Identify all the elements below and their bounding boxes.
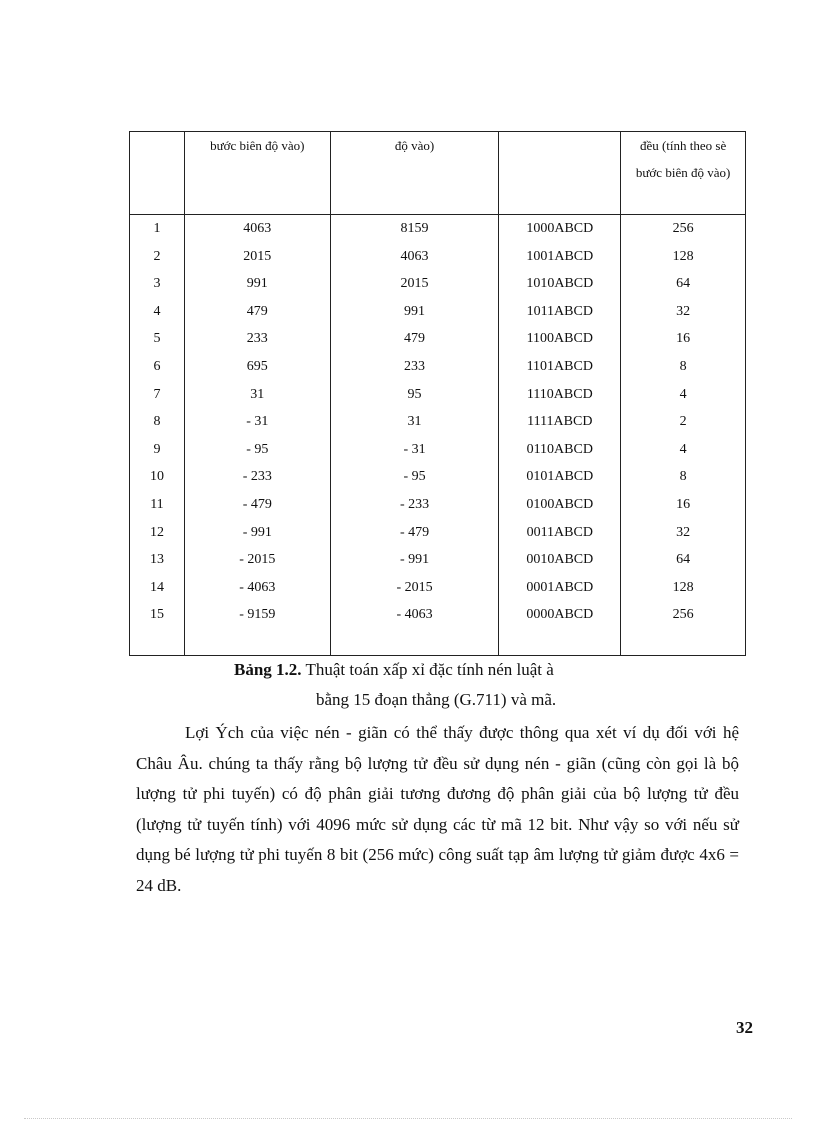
input-start-cell: 4063 [184,215,330,243]
code-cell: 1110ABCD [499,381,621,409]
input-start-cell: 31 [184,381,330,409]
code-cell: 0001ABCD [499,574,621,602]
code-cell: 1011ABCD [499,298,621,326]
index-cell: 10 [130,463,185,491]
input-end-cell: - 2015 [330,574,499,602]
body-paragraph: Lợi Ých của việc nén - giãn có thể thấy được thông qua xét ví dụ đối với hệ Châu Âu. chúng ta thấy rằng bộ lượng tử đều sử dụng nén - giãn (cũng còn gọi là bộ lượng tử phi tuyến) có độ phân giải tương đương độ phân giải của bộ lượng tử đều (lượng tử tuyến tính) với 4096 mức sử dụng các từ mã 12 bit. Như vậy so với nếu sử dụng bé lượng tử phi tuyến 8 bit (256 mức) công suất tạp âm lượng tử giảm được 4x6 = 24 dB. [136,723,739,895]
table-row [130,353,746,381]
segment-table [129,131,746,656]
spacer-cell [184,629,330,656]
step-cell: 16 [621,325,746,353]
index-cell: 9 [130,436,185,464]
input-start-cell: - 2015 [184,546,330,574]
table-row [130,325,746,353]
header-cell-input-start: bước biên độ vào) [184,132,330,215]
input-end-cell: - 479 [330,519,499,547]
table-row [130,601,746,629]
input-start-cell: 991 [184,270,330,298]
step-cell: 4 [621,436,746,464]
table-row [130,243,746,271]
input-end-cell: - 95 [330,463,499,491]
input-end-cell: - 31 [330,436,499,464]
step-cell: 8 [621,463,746,491]
step-cell: 256 [621,601,746,629]
table-row [130,298,746,326]
index-cell: 5 [130,325,185,353]
spacer-cell [621,629,746,656]
table-spacer-row [130,629,746,656]
index-cell: 13 [130,546,185,574]
input-end-cell: 991 [330,298,499,326]
code-cell: 1001ABCD [499,243,621,271]
header-cell-index [130,132,185,215]
code-cell: 0110ABCD [499,436,621,464]
input-start-cell: 2015 [184,243,330,271]
input-start-cell: 695 [184,353,330,381]
header-cell-step: đều (tính theo sè bước biên độ vào) [621,132,746,215]
step-cell: 64 [621,270,746,298]
step-cell: 32 [621,298,746,326]
input-end-cell: 95 [330,381,499,409]
step-cell: 8 [621,353,746,381]
table-row [130,381,746,409]
code-cell: 1000ABCD [499,215,621,243]
code-cell: 0000ABCD [499,601,621,629]
header-cell-input-end: độ vào) [330,132,499,215]
caption-label: Bảng 1.2. [234,660,302,679]
step-cell: 32 [621,519,746,547]
table-row [130,270,746,298]
spacer-cell [130,629,185,656]
table-row [130,519,746,547]
table-row [130,408,746,436]
step-cell: 128 [621,243,746,271]
table-row [130,491,746,519]
code-cell: 1100ABCD [499,325,621,353]
input-start-cell: - 9159 [184,601,330,629]
input-start-cell: - 95 [184,436,330,464]
code-cell: 0010ABCD [499,546,621,574]
input-end-cell: 233 [330,353,499,381]
input-end-cell: 8159 [330,215,499,243]
table-row [130,574,746,602]
code-cell: 0100ABCD [499,491,621,519]
code-cell: 1111ABCD [499,408,621,436]
index-cell: 11 [130,491,185,519]
input-start-cell: - 991 [184,519,330,547]
input-start-cell: - 479 [184,491,330,519]
code-cell: 1101ABCD [499,353,621,381]
caption-line1-text: Thuật toán xấp xỉ đặc tính nén luật à [301,660,554,679]
spacer-cell [499,629,621,656]
index-cell: 6 [130,353,185,381]
index-cell: 7 [130,381,185,409]
index-cell: 14 [130,574,185,602]
index-cell: 12 [130,519,185,547]
input-end-cell: 4063 [330,243,499,271]
table-row [130,436,746,464]
input-start-cell: - 233 [184,463,330,491]
index-cell: 3 [130,270,185,298]
spacer-cell [330,629,499,656]
step-cell: 16 [621,491,746,519]
table-row [130,215,746,243]
input-start-cell: 479 [184,298,330,326]
code-cell: 1010ABCD [499,270,621,298]
step-cell: 128 [621,574,746,602]
table-header-row [130,132,746,215]
table-row [130,546,746,574]
input-start-cell: - 31 [184,408,330,436]
index-cell: 1 [130,215,185,243]
index-cell: 4 [130,298,185,326]
index-cell: 8 [130,408,185,436]
page-edge-divider [24,1118,792,1119]
index-cell: 2 [130,243,185,271]
input-end-cell: 2015 [330,270,499,298]
input-end-cell: - 991 [330,546,499,574]
input-start-cell: 233 [184,325,330,353]
page-number: 32 [736,1018,753,1037]
step-cell: 64 [621,546,746,574]
input-end-cell: 31 [330,408,499,436]
caption-line2-text: bằng 15 đoạn thẳng (G.711) và mã. [316,690,557,709]
input-end-cell: 479 [330,325,499,353]
step-cell: 4 [621,381,746,409]
code-cell: 0101ABCD [499,463,621,491]
input-start-cell: - 4063 [184,574,330,602]
index-cell: 15 [130,601,185,629]
header-cell-code [499,132,621,215]
table-caption [234,660,554,680]
table-row [130,463,746,491]
input-end-cell: - 233 [330,491,499,519]
input-end-cell: - 4063 [330,601,499,629]
code-cell: 0011ABCD [499,519,621,547]
step-cell: 2 [621,408,746,436]
step-cell: 256 [621,215,746,243]
